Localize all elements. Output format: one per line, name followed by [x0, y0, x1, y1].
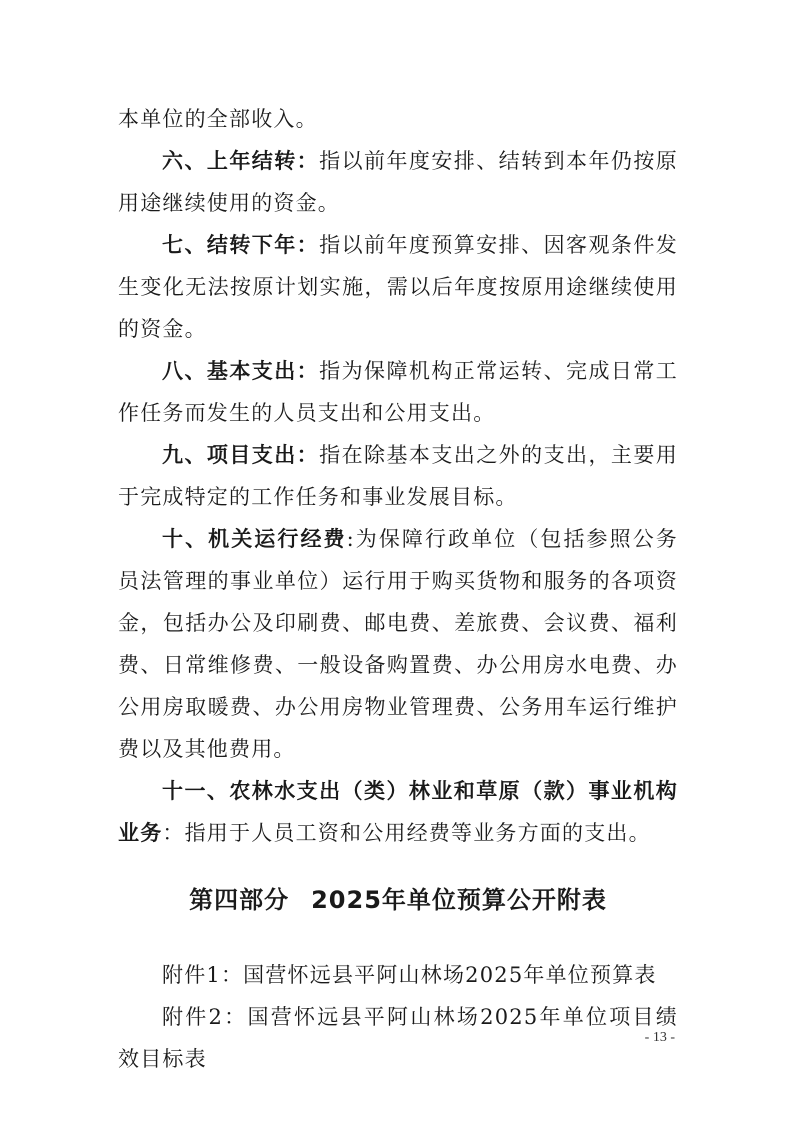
paragraph-text: 本单位的全部收入。 [118, 107, 318, 131]
paragraph-income-tail [118, 98, 678, 140]
attachment-item [118, 996, 678, 1080]
attachment-text: 附件2：国营怀远县平阿山林场2025年单位项目绩效目标表 [118, 1005, 678, 1071]
section-heading [118, 880, 678, 920]
paragraph-text: ：指用于人员工资和公用经费等业务方面的支出。 [162, 821, 651, 845]
paragraph-text: 指以前年度安排、结转到本年仍按原用途继续使用的资金。 [118, 149, 678, 215]
paragraph-operating-funds [118, 518, 678, 770]
term-label: 十、机关运行经费 [162, 527, 347, 551]
section-title: 2025年单位预算公开附表 [311, 886, 607, 914]
term-label: 六、上年结转： [162, 149, 320, 173]
attachment-text: 附件1：国营怀远县平阿山林场2025年单位预算表 [162, 963, 657, 987]
paragraph-basic-expenditure [118, 350, 678, 434]
attachment-item [118, 954, 678, 996]
term-label: 十一、农林水支出（类）林业和草原（款）事业机构业务 [118, 779, 678, 845]
paragraph-text: 指在除基本支出之外的支出，主要用于完成特定的工作任务和事业发展目标。 [118, 443, 678, 509]
term-label: 九、项目支出： [162, 443, 320, 467]
paragraph-text: 指为保障机构正常运转、完成日常工作任务而发生的人员支出和公用支出。 [118, 359, 678, 425]
paragraph-forestry-expenditure [118, 770, 678, 854]
document-page [118, 98, 678, 1080]
paragraph-next-year-carryover [118, 224, 678, 350]
term-label: 七、结转下年： [162, 233, 320, 257]
section-part-label: 第四部分 [189, 886, 290, 914]
paragraph-project-expenditure [118, 434, 678, 518]
page-number: - 13 - [644, 1030, 675, 1045]
paragraph-text: :为保障行政单位（包括参照公务员法管理的事业单位）运行用于购买货物和服务的各项资金，包括办公及印刷费、邮电费、差旅费、会议费、福利费、日常维修费、一般设备购置费、办公用房水电费、办公用房取暖费、办公用房物业管理费、公务用车运行维护费以及其他费用。 [118, 527, 678, 761]
term-label: 八、基本支出： [162, 359, 320, 383]
paragraph-text: 指以前年度预算安排、因客观条件发生变化无法按原计划实施，需以后年度按原用途继续使用的资金。 [118, 233, 678, 341]
paragraph-prior-year-carryover [118, 140, 678, 224]
